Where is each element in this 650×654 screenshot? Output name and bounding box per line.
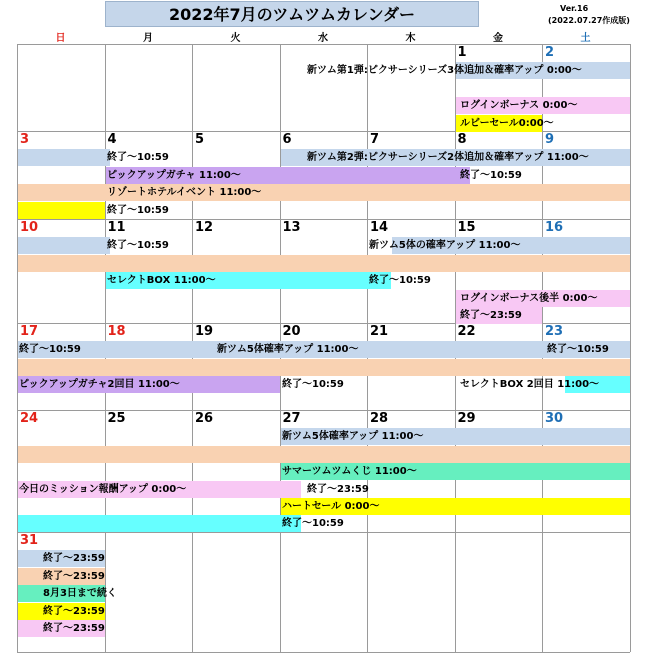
event-label: 終了～23:59	[307, 483, 369, 495]
event-bar	[18, 359, 630, 376]
event-label: 8月3日まで続く	[43, 588, 117, 600]
event-label: 終了～10:59	[547, 344, 609, 356]
day-number: 17	[20, 324, 39, 339]
event-label: ログインボーナス後半 0:00～	[460, 292, 598, 304]
grid-row-line	[17, 652, 630, 653]
event-label: ピックアップガチャ2回目 11:00～	[19, 379, 180, 391]
event-label: 終了～10:59	[460, 169, 522, 181]
weekday-label: 水	[318, 33, 328, 44]
event-label: 終了～10:59	[369, 275, 431, 287]
day-number: 2	[545, 45, 555, 60]
version-label: Ver.16	[560, 4, 589, 13]
day-number: 8	[457, 132, 467, 147]
event-label: ルビーセール0:00～	[460, 117, 554, 129]
day-number: 6	[282, 132, 292, 147]
day-number: 20	[282, 324, 301, 339]
event-label: 終了～23:59	[43, 570, 105, 582]
event-label: 新ツム5体確率アップ 11:00～	[217, 344, 359, 356]
event-label: 終了～10:59	[282, 518, 344, 530]
day-number: 4	[107, 132, 117, 147]
event-label: 新ツム5体確率アップ 11:00～	[282, 431, 424, 443]
event-label: 終了～10:59	[107, 152, 169, 164]
weekday-label: 火	[230, 33, 241, 44]
event-bar	[18, 149, 110, 166]
day-number: 28	[370, 411, 389, 426]
day-number: 24	[20, 411, 39, 426]
day-number: 19	[195, 324, 214, 339]
event-label: ハートセール 0:00～	[282, 501, 380, 512]
day-number: 1	[457, 45, 467, 60]
day-number: 16	[545, 220, 564, 235]
event-label: 終了～10:59	[107, 240, 169, 252]
event-label: 終了～23:59	[43, 553, 105, 565]
weekday-label: 月	[143, 33, 153, 44]
event-label: セレクトBOX 2回目 11:00～	[460, 379, 600, 391]
grid-row-line	[17, 44, 630, 45]
day-number: 15	[457, 220, 476, 235]
day-number: 18	[107, 324, 126, 339]
day-number: 27	[282, 411, 301, 426]
day-number: 23	[545, 324, 564, 339]
day-number: 5	[195, 132, 205, 147]
event-label: 終了～10:59	[19, 344, 81, 356]
event-label: 終了～10:59	[282, 379, 344, 391]
day-number: 13	[282, 220, 301, 235]
day-number: 22	[457, 324, 476, 339]
day-number: 21	[370, 324, 389, 339]
day-number: 25	[107, 411, 126, 426]
day-number: 29	[457, 411, 476, 426]
page-title: 2022年7月のツムツムカレンダー	[169, 5, 415, 24]
title-banner	[105, 1, 479, 27]
created-date-label: (2022.07.27作成版)	[548, 16, 630, 25]
event-label: サマーツムツムくじ 11:00～	[282, 466, 417, 478]
day-number: 10	[20, 220, 39, 235]
event-bar	[18, 202, 105, 219]
event-bar	[18, 446, 630, 463]
grid-column-line	[630, 44, 631, 652]
event-bar	[18, 237, 110, 254]
day-number: 9	[545, 132, 555, 147]
event-label: 終了～10:59	[107, 204, 169, 216]
day-number: 11	[107, 220, 126, 235]
event-label: ピックアップガチャ 11:00～	[107, 169, 241, 181]
event-label: リゾートホテルイベント 11:00～	[107, 187, 262, 199]
day-number: 7	[370, 132, 380, 147]
event-label: セレクトBOX 11:00～	[107, 275, 216, 287]
event-label: 新ツム5体の確率アップ 11:00～	[369, 240, 521, 252]
day-number: 31	[20, 533, 39, 548]
event-label: 終了～23:59	[43, 623, 105, 634]
event-label: 終了～23:59	[460, 310, 522, 321]
event-bar	[18, 255, 630, 272]
event-label: ログインボーナス 0:00～	[460, 100, 578, 112]
weekday-label: 土	[580, 33, 591, 44]
day-number: 3	[20, 132, 30, 147]
event-label: 今日のミッション報酬アップ 0:00～	[19, 483, 187, 495]
event-label: 終了～23:59	[43, 605, 105, 617]
day-number: 14	[370, 220, 389, 235]
weekday-label: 日	[55, 33, 66, 44]
event-label: 新ツム第2弾:ピクサーシリーズ2体追加＆確率アップ 11:00～	[307, 152, 589, 164]
day-number: 12	[195, 220, 214, 235]
day-number: 30	[545, 411, 564, 426]
event-bar	[18, 515, 301, 532]
day-number: 26	[195, 411, 214, 426]
weekday-label: 金	[493, 33, 503, 44]
event-label: 新ツム第1弾:ピクサーシリーズ3体追加＆確率アップ 0:00～	[307, 65, 582, 77]
weekday-label: 木	[405, 33, 416, 44]
